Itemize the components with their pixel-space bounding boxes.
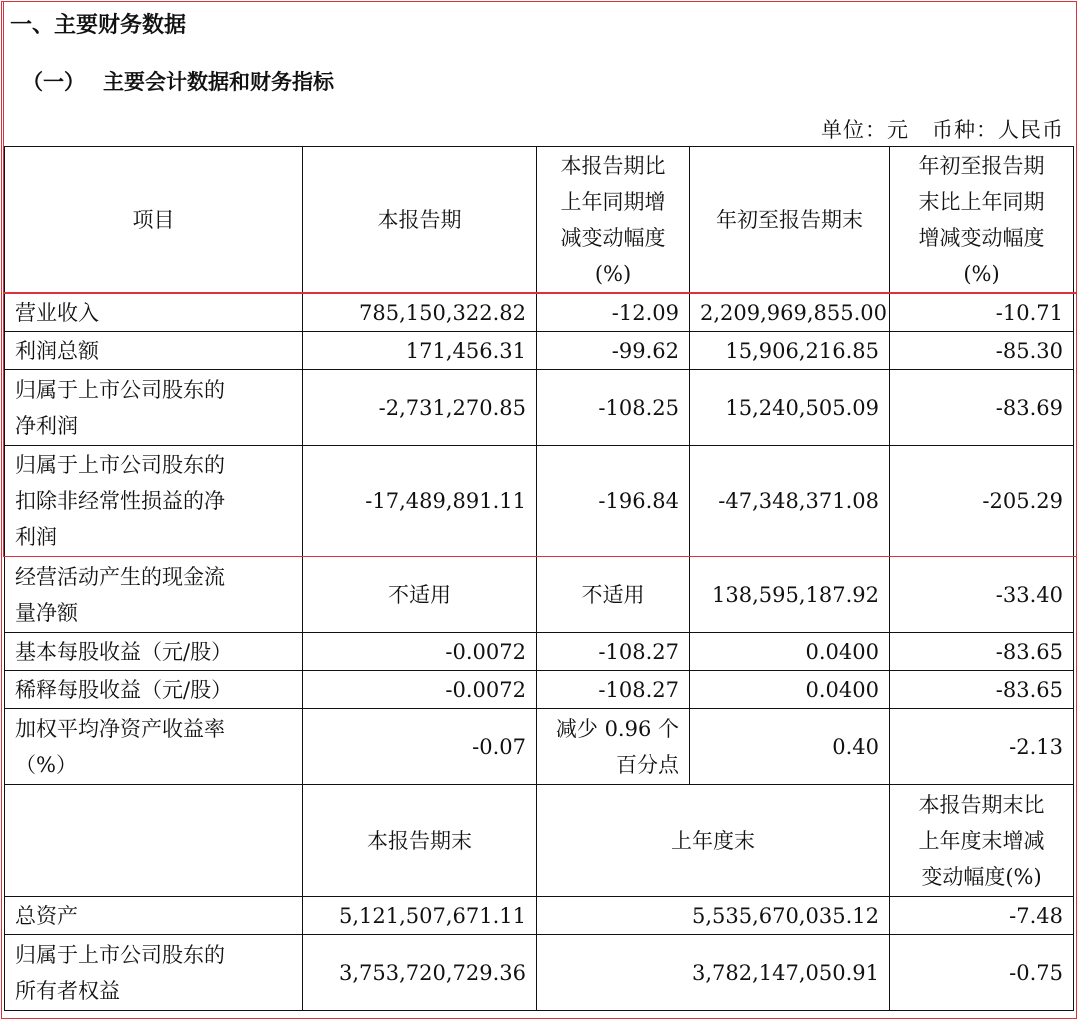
cell-value: 15,240,505.09 bbox=[690, 370, 890, 446]
row-label: 稀释每股收益（元/股） bbox=[5, 671, 303, 709]
table-row bbox=[5, 709, 1074, 785]
table-row bbox=[5, 897, 1074, 935]
unit-currency-note: 单位：元 币种：人民币 bbox=[820, 118, 1064, 142]
cell-value: -2,731,270.85 bbox=[303, 370, 537, 446]
cell-value: -47,348,371.08 bbox=[690, 446, 890, 557]
cell-value: -33.40 bbox=[890, 557, 1074, 633]
cell-value: 不适用 bbox=[303, 557, 537, 633]
cell-value: -2.13 bbox=[890, 709, 1074, 785]
cell-value: -17,489,891.11 bbox=[303, 446, 537, 557]
row-label: 经营活动产生的现金流 量净额 bbox=[5, 557, 303, 633]
row-label: 基本每股收益（元/股） bbox=[5, 633, 303, 671]
header-prior-year-end: 上年度末 bbox=[537, 785, 890, 897]
row-label: 归属于上市公司股东的 净利润 bbox=[5, 370, 303, 446]
cell-value: 0.0400 bbox=[690, 633, 890, 671]
header-current-period: 本报告期 bbox=[303, 147, 537, 294]
row-label: 利润总额 bbox=[5, 332, 303, 370]
cell-value: 0.40 bbox=[690, 709, 890, 785]
table-row bbox=[5, 332, 1074, 370]
cell-value: -7.48 bbox=[890, 897, 1074, 935]
header-period-end-change: 本报告期末比 上年度末增减 变动幅度(%) bbox=[890, 785, 1074, 897]
header-period-end: 本报告期末 bbox=[303, 785, 537, 897]
cell-value: -10.71 bbox=[890, 294, 1074, 332]
header-blank bbox=[5, 785, 303, 897]
table-row bbox=[5, 294, 1074, 332]
table-row bbox=[5, 557, 1074, 633]
cell-value: -83.69 bbox=[890, 370, 1074, 446]
table-header-row bbox=[5, 785, 1074, 897]
header-ytd: 年初至报告期末 bbox=[690, 147, 890, 294]
cell-value: 3,753,720,729.36 bbox=[303, 935, 537, 1011]
table-row bbox=[5, 633, 1074, 671]
subsection-heading bbox=[22, 66, 334, 96]
cell-value: 2,209,969,855.00 bbox=[690, 294, 890, 332]
subsection-title: 主要会计数据和财务指标 bbox=[103, 70, 334, 94]
subsection-number: （一） bbox=[22, 70, 85, 94]
cell-value: -108.25 bbox=[537, 370, 690, 446]
cell-value: -85.30 bbox=[890, 332, 1074, 370]
cell-value: -0.07 bbox=[303, 709, 537, 785]
table-row bbox=[5, 370, 1074, 446]
cell-value: 5,121,507,671.11 bbox=[303, 897, 537, 935]
table-row bbox=[5, 935, 1074, 1011]
cell-value: -12.09 bbox=[537, 294, 690, 332]
table-row bbox=[5, 446, 1074, 557]
cell-value: -108.27 bbox=[537, 671, 690, 709]
row-label: 加权平均净资产收益率 （%） bbox=[5, 709, 303, 785]
row-label: 营业收入 bbox=[5, 294, 303, 332]
cell-value: -83.65 bbox=[890, 671, 1074, 709]
row-label: 归属于上市公司股东的 扣除非经常性损益的净 利润 bbox=[5, 446, 303, 557]
header-item: 项目 bbox=[5, 147, 303, 294]
cell-value: -83.65 bbox=[890, 633, 1074, 671]
cell-value: 0.0400 bbox=[690, 671, 890, 709]
cell-value: 不适用 bbox=[537, 557, 690, 633]
cell-value: -205.29 bbox=[890, 446, 1074, 557]
row-label: 归属于上市公司股东的 所有者权益 bbox=[5, 935, 303, 1011]
row-label: 总资产 bbox=[5, 897, 303, 935]
section-heading: 一、主要财务数据 bbox=[10, 13, 187, 38]
cell-value: -0.75 bbox=[890, 935, 1074, 1011]
table-header-row bbox=[5, 147, 1074, 294]
cell-value: 15,906,216.85 bbox=[690, 332, 890, 370]
cell-value: 138,595,187.92 bbox=[690, 557, 890, 633]
header-current-period-change: 本报告期比 上年同期增 减变动幅度 (%) bbox=[537, 147, 690, 294]
cell-value: -99.62 bbox=[537, 332, 690, 370]
cell-value: 171,456.31 bbox=[303, 332, 537, 370]
cell-value: 785,150,322.82 bbox=[303, 294, 537, 332]
cell-value: 减少 0.96 个 百分点 bbox=[537, 709, 690, 785]
cell-value: -196.84 bbox=[537, 446, 690, 557]
cell-value: -0.0072 bbox=[303, 671, 537, 709]
cell-value: 3,782,147,050.91 bbox=[537, 935, 890, 1011]
cell-value: -108.27 bbox=[537, 633, 690, 671]
cell-value: -0.0072 bbox=[303, 633, 537, 671]
table-row bbox=[5, 671, 1074, 709]
header-ytd-change: 年初至报告期 末比上年同期 增减变动幅度 (%) bbox=[890, 147, 1074, 294]
financial-data-table bbox=[4, 146, 1074, 1011]
cell-value: 5,535,670,035.12 bbox=[537, 897, 890, 935]
